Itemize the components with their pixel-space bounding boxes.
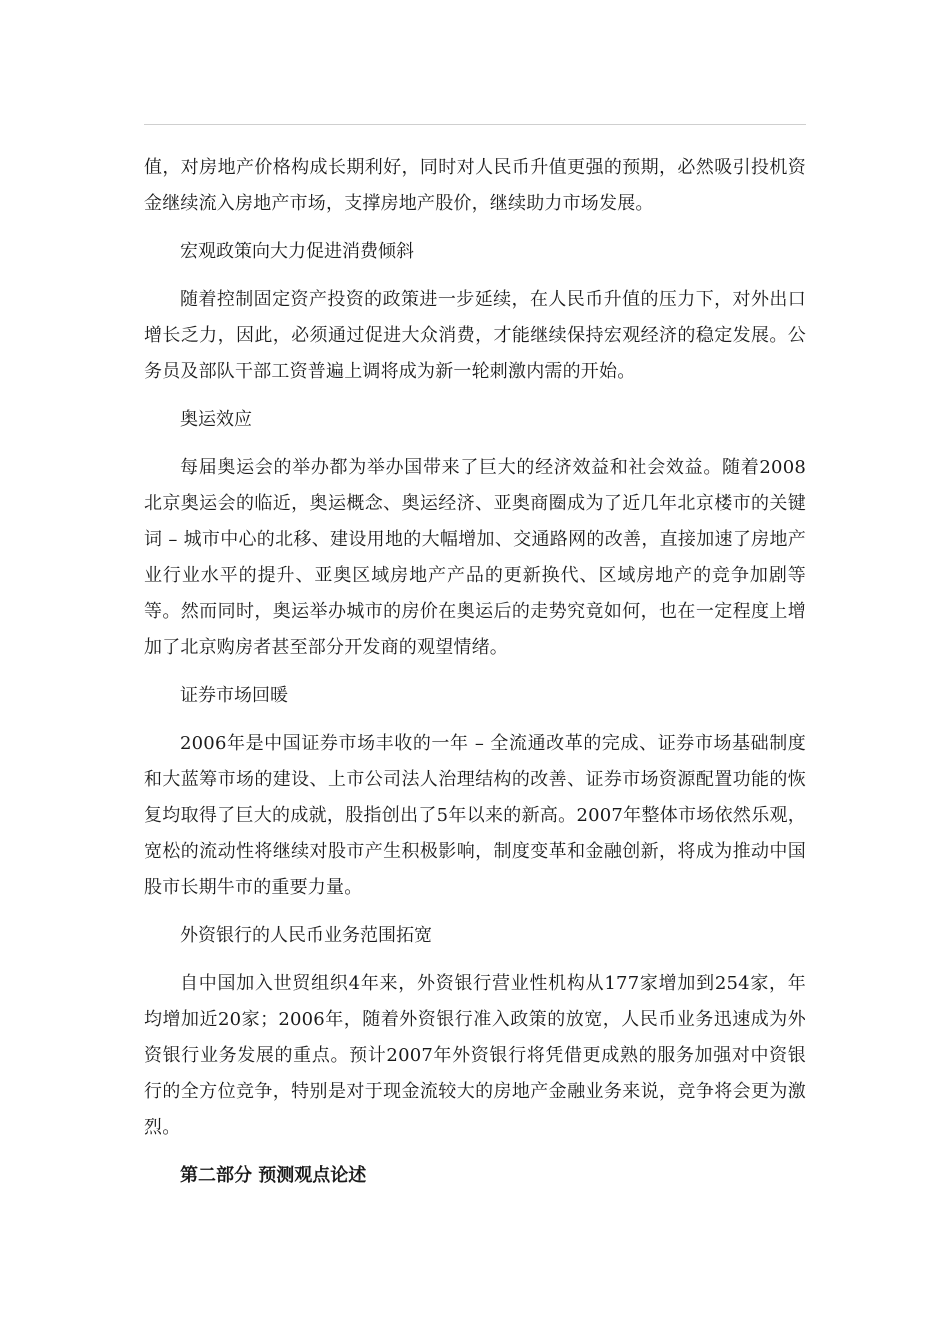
section-heading-securities: 证券市场回暖 <box>180 685 288 706</box>
paragraph-foreign-banks: 自中国加入世贸组织4年来，外资银行营业性机构从177家增加到254家，年均增加近20家；2006年，随着外资银行准入政策的放宽，人民币业务迅速成为外资银行业务发展的重点。预计2007年外资银行将凭借更成熟的服务加强对中资银行的全方位竞争，特别是对于现金流较大的房地产金融业务来说，竞争将会更为激烈。 <box>144 973 806 1138</box>
paragraph-macro-policy: 随着控制固定资产投资的政策进一步延续，在人民币升值的压力下，对外出口增长乏力，因此，必须通过促进大众消费，才能继续保持宏观经济的稳定发展。公务员及部队干部工资普遍上调将成为新一轮刺激内需的开始。 <box>144 289 806 382</box>
paragraph-continuation: 值，对房地产价格构成长期利好，同时对人民币升值更强的预期，必然吸引投机资金继续流入房地产市场，支撑房地产股价，继续助力市场发展。 <box>144 157 806 214</box>
section-heading-foreign-banks: 外资银行的人民币业务范围拓宽 <box>180 925 432 946</box>
section-heading-olympics: 奥运效应 <box>180 409 252 430</box>
section-heading-macro-policy: 宏观政策向大力促进消费倾斜 <box>180 241 414 262</box>
part-two-heading: 第二部分 预测观点论述 <box>180 1165 367 1186</box>
header-divider <box>144 124 806 125</box>
paragraph-securities: 2006年是中国证券市场丰收的一年 – 全流通改革的完成、证券市场基础制度和大蓝筹市场的建设、上市公司法人治理结构的改善、证券市场资源配置功能的恢复均取得了巨大的成就，股指创出了5年以来的新高。2007年整体市场依然乐观，宽松的流动性将继续对股市产生积极影响，制度变革和金融创新，将成为推动中国股市长期牛市的重要力量。 <box>144 733 806 898</box>
paragraph-olympics: 每届奥运会的举办都为举办国带来了巨大的经济效益和社会效益。随着2008北京奥运会的临近，奥运概念、奥运经济、亚奥商圈成为了近几年北京楼市的关键词 – 城市中心的北移、建设用地的大幅增加、交通路网的改善，直接加速了房地产业行业水平的提升、亚奥区域房地产产品的更新换代、区域房地产的竞争加剧等等。然而同时，奥运举办城市的房价在奥运后的走势究竟如何，也在一定程度上增加了北京购房者甚至部分开发商的观望情绪。 <box>144 457 806 658</box>
document-body <box>144 150 806 1194</box>
